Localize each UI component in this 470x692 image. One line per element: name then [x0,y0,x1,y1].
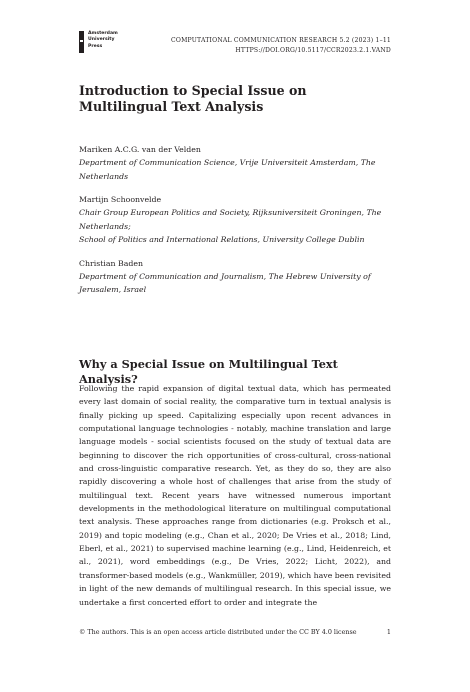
author-block [79,143,399,183]
author-block [79,193,399,246]
publisher-logo [79,31,139,55]
logo-mark-icon [79,31,84,53]
running-header [171,36,391,56]
logo-text [88,31,118,50]
author-name: Mariken A.C.G. van der Velden [79,145,201,154]
license-notice: © The authors. This is an open access article distributed under the CC BY 4.0 license [79,628,357,636]
page-number: 1 [386,628,391,636]
journal-citation: COMPUTATIONAL COMMUNICATION RESEARCH 5.2 (2023) 1–11 [171,37,391,44]
author-name: Christian Baden [79,258,143,268]
doi-link[interactable]: HTTPS://DOI.ORG/10.5117/CCR2023.2.1.VAND [235,47,391,54]
body-paragraph: Following the rapid expansion of digital textual data, which has permeated every last domain of social reality, the comparative turn in textual analysis is finally picking up speed. Capitalizing especially upon recent advances in computational language technologies - notably, machine translation and large language models - social scientists focused on the study of textual data are beginning to discover the rich opportunities of cross-cultural, cross-national and cross-linguistic comparative research. Yet, as they do so, they are also rapidly discovering a whole host of challenges that arise from the study of multilingual text. Recent years have witnessed numerous important developments in the methodological literature on multilingual computational text analysis. These approaches range from dictionaries (e.g. Proksch et al., 2019) and topic modeling (e.g., Chan et al., 2020; De Vries et al., 2018; Lind, Eberl, et al., 2021) to supervised machine learning (e.g., Lind, Heidenreich, et al., 2021), word embeddings (e.g., De Vries, 2022; Licht, 2022), and transformer-based models (e.g., Wankmüller, 2019), which have been revisited in light of the new demands of multilingual research. In this special issue, we undertake a first concerted effort to order and integrate the [79,384,391,607]
author-block [79,257,399,297]
author-affiliation: Department of Communication Science, Vrije Universiteit Amsterdam, The Netherlands [79,158,376,181]
logo-line: Amsterdam [88,31,118,36]
section-heading: Why a Special Issue on Multilingual Text Analysis? [79,357,338,386]
author-affiliation: Chair Group European Politics and Society, Rijksuniversiteit Groningen, The Netherlands; [79,208,382,231]
logo-line: University [88,37,115,43]
logo-line: Press [88,43,103,49]
author-affiliation: Department of Communication and Journalism, The Hebrew University of Jerusalem, Israel [79,271,371,295]
paper-title: Introduction to Special Issue on Multilingual Text Analysis [79,83,307,114]
author-list [79,143,399,307]
author-affiliation: School of Politics and International Relations, University College Dublin [79,235,365,245]
author-name: Martijn Schoonvelde [79,195,162,205]
